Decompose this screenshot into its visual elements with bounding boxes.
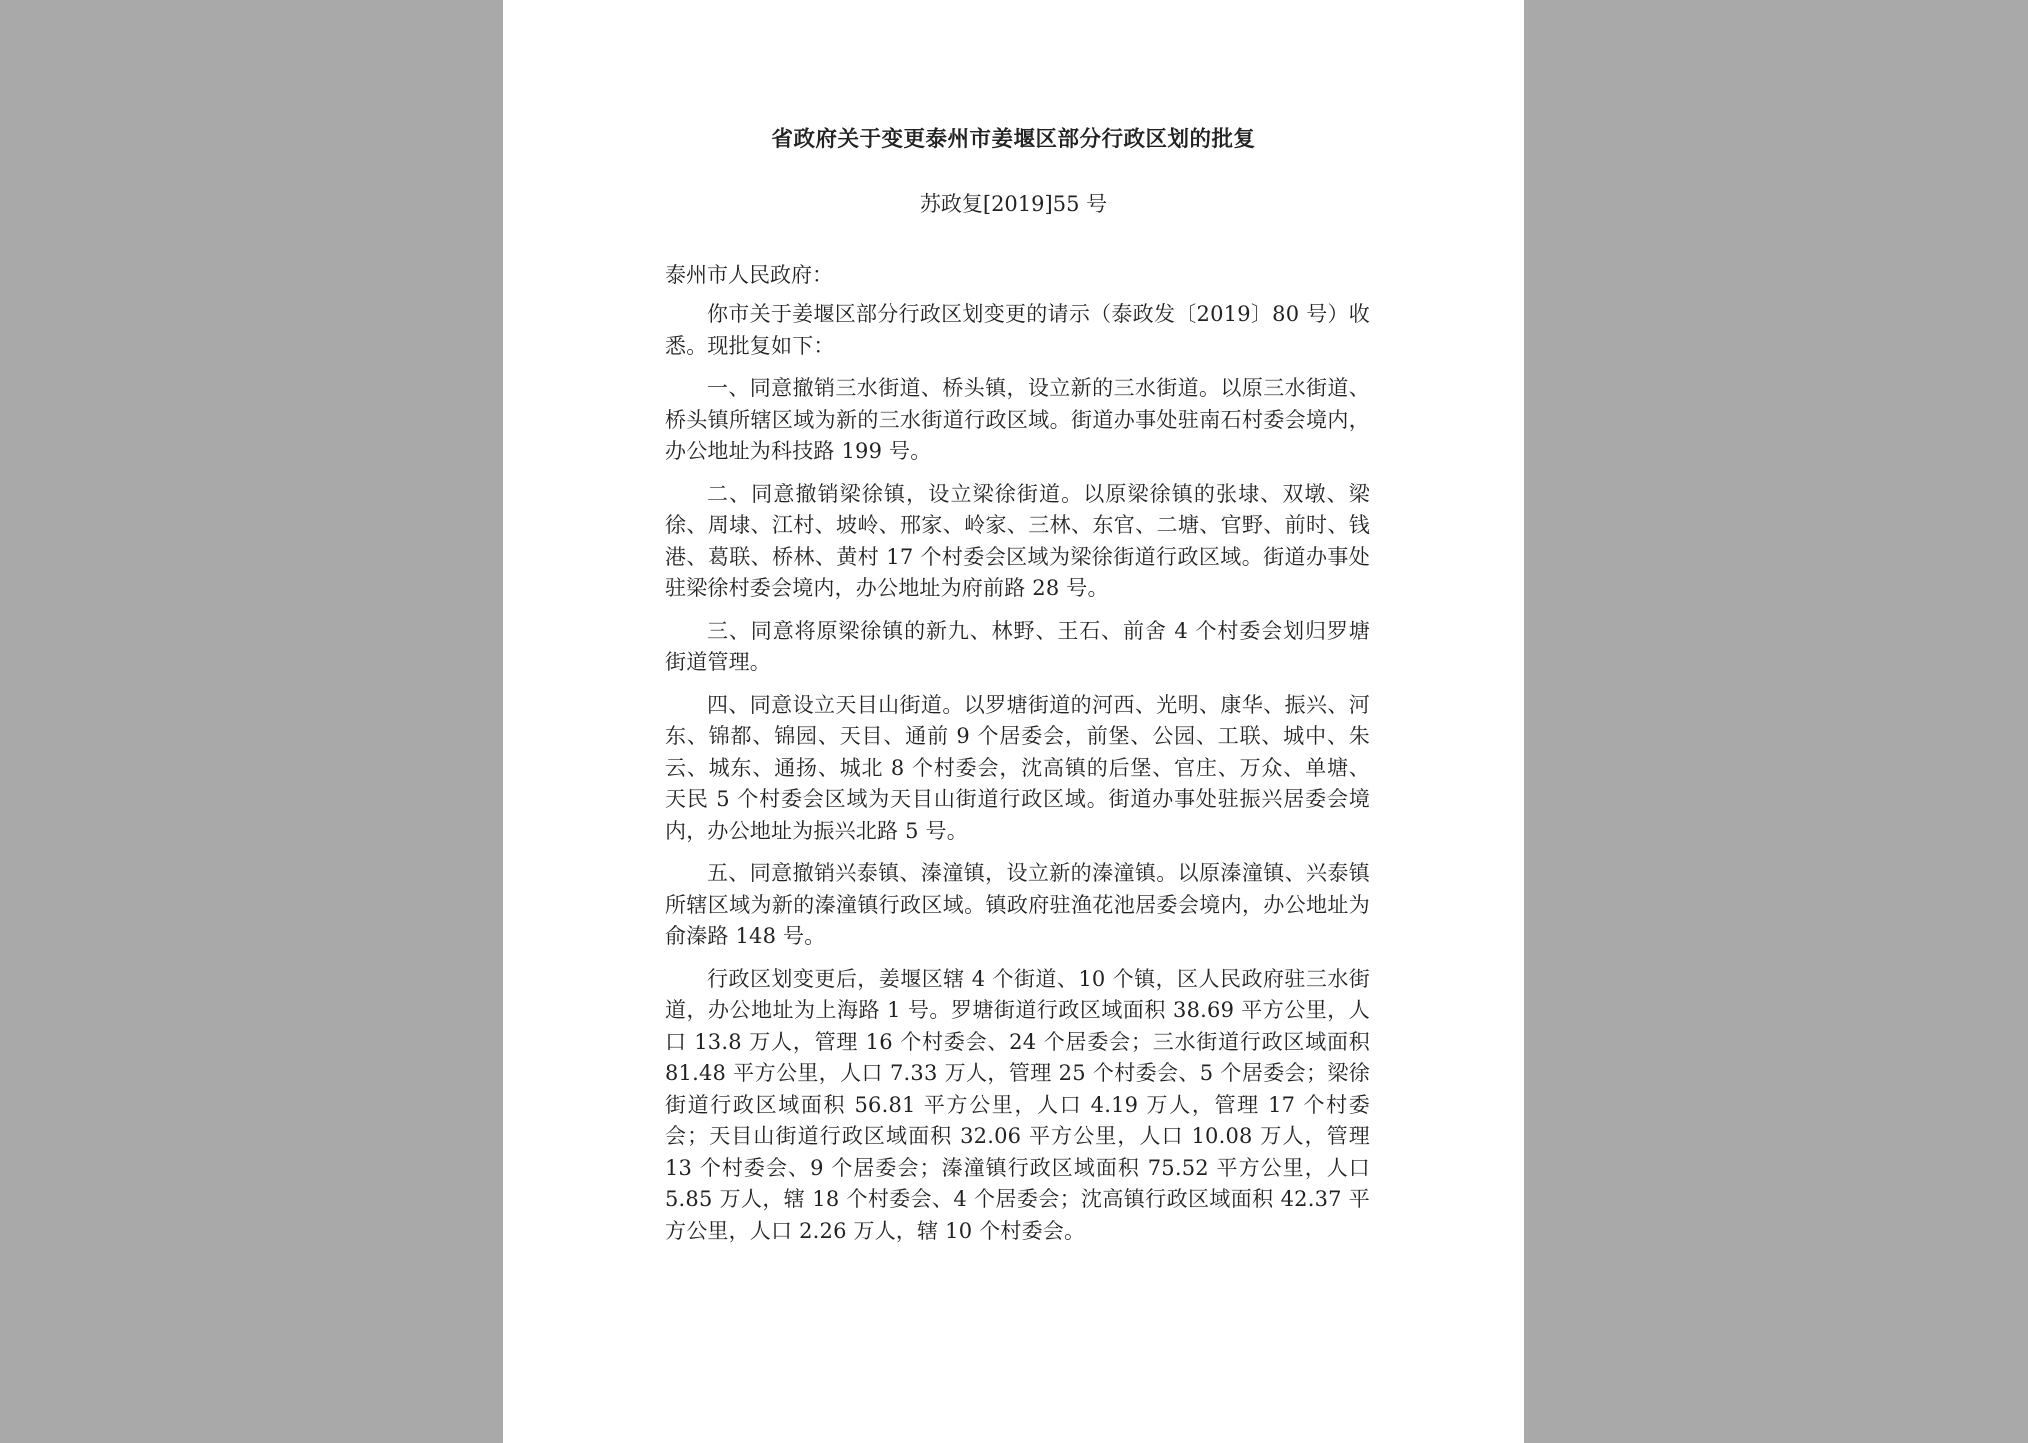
- paragraph-item-3: 三、同意将原梁徐镇的新九、林野、王石、前舍 4 个村委会划归罗塘街道管理。: [665, 618, 1370, 674]
- salutation: 泰州市人民政府：: [665, 263, 833, 287]
- document-title: 省政府关于变更泰州市姜堰区部分行政区划的批复: [771, 127, 1256, 152]
- document-number: 苏政复[2019]55 号: [919, 192, 1108, 216]
- paragraph-item-1: 一、同意撤销三水街道、桥头镇，设立新的三水街道。以原三水街道、桥头镇所辖区域为新的三水街道行政区域。街道办事处驻南石村委会境内，办公地址为科技路 199 号。: [665, 376, 1370, 463]
- paragraph-intro: 你市关于姜堰区部分行政区划变更的请示（泰政发〔2019〕80 号）收悉。现批复如下：: [665, 302, 1370, 358]
- paragraph-item-5: 五、同意撤销兴泰镇、溱潼镇，设立新的溱潼镇。以原溱潼镇、兴泰镇所辖区域为新的溱潼镇行政区域。镇政府驻渔花池居委会境内，办公地址为俞溱路 148 号。: [665, 861, 1370, 948]
- paragraph-item-4: 四、同意设立天目山街道。以罗塘街道的河西、光明、康华、振兴、河东、锦都、锦园、天目、通前 9 个居委会，前堡、公园、工联、城中、朱云、城东、通扬、城北 8 个村委会，沈高镇的后堡、官庄、万众、单塘、天民 5 个村委会区域为天目山街道行政区域。街道办事处驻振兴居委会境内，办公地址为振兴北路 5 号。: [665, 692, 1370, 843]
- paragraph-item-2: 二、同意撤销梁徐镇，设立梁徐街道。以原梁徐镇的张埭、双墩、梁徐、周埭、江村、坡岭、邢家、岭家、三林、东官、二塘、官野、前时、钱港、葛联、桥林、黄村 17 个村委会区域为梁徐街道行政区域。街道办事处驻梁徐村委会境内，办公地址为府前路 28 号。: [665, 481, 1370, 600]
- document-body: [665, 259, 1370, 1258]
- document-page: [503, 0, 1524, 1443]
- paragraph-summary: 行政区划变更后，姜堰区辖 4 个街道、10 个镇，区人民政府驻三水街道，办公地址为上海路 1 号。罗塘街道行政区域面积 38.69 平方公里，人口 13.8 万人，管理 16 个村委会、24 个居委会；三水街道行政区域面积 81.48 平方公里，人口 7.33 万人，管理 25 个村委会、5 个居委会；梁徐街道行政区域面积 56.81 平方公里，人口 4.19 万人，管理 17 个村委会；天目山街道行政区域面积 32.06 平方公里，人口 10.08 万人，管理 13 个村委会、9 个居委会；溱潼镇行政区域面积 75.52 平方公里，人口 5.85 万人，辖 18 个村委会、4 个居委会；沈高镇行政区域面积 42.37 平方公里，人口 2.26 万人，辖 10 个村委会。: [665, 966, 1370, 1243]
